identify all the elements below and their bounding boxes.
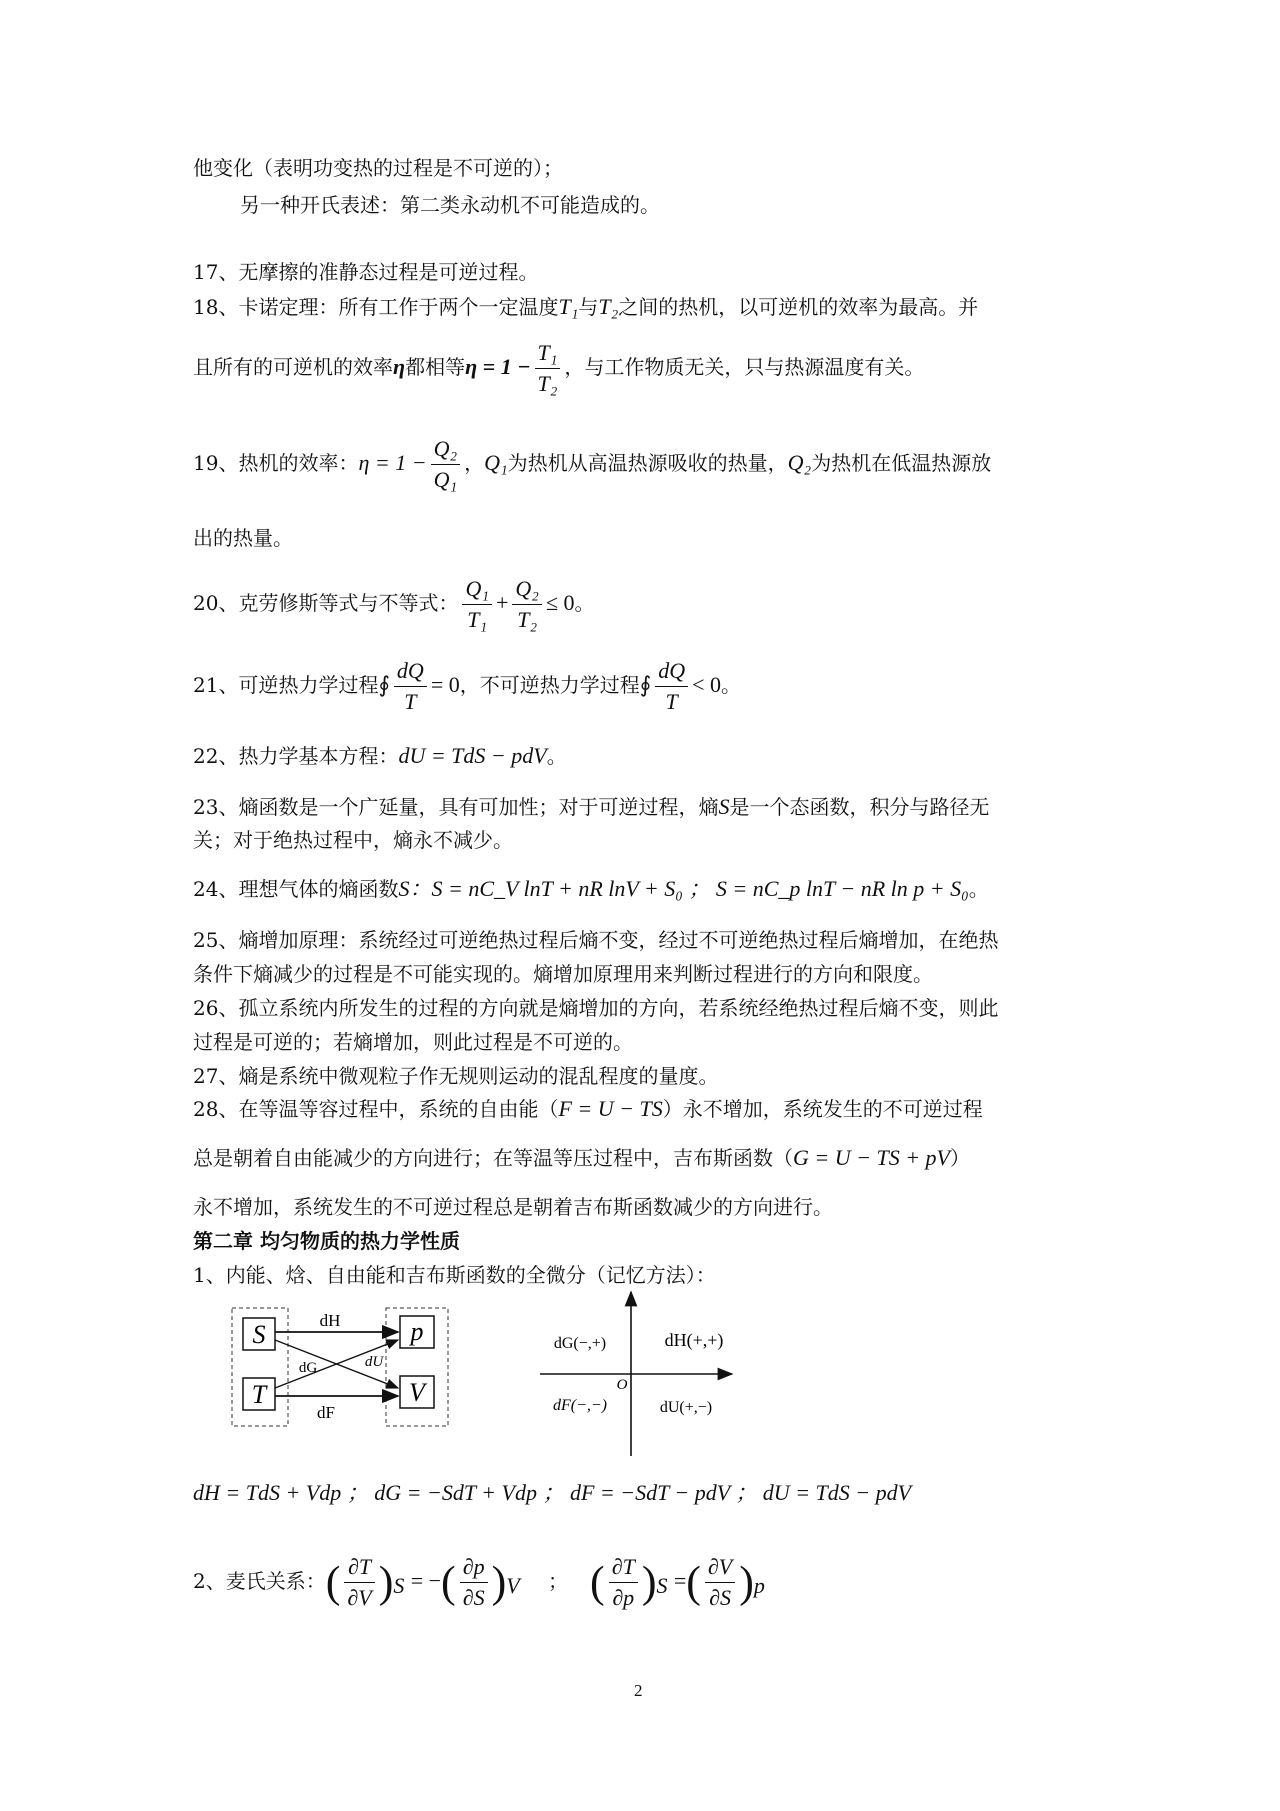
math-less-than-zero: < 0 (692, 672, 722, 697)
fraction-numerator: ∂T (344, 1552, 374, 1583)
quadrant-diagram (536, 1288, 736, 1456)
fraction-denominator: T₂ (537, 371, 558, 396)
fraction-denominator: ∂S (709, 1585, 731, 1610)
item-26-line-2: 过程是可逆的；若熵增加，则此过程是不可逆的。 (193, 1030, 633, 1054)
label-dH: dH (319, 1311, 341, 1330)
separator: ； (548, 1569, 569, 1593)
fraction-Q2-Q1 (431, 434, 461, 495)
math-Q2: Q₂ (787, 450, 812, 475)
punctuation: 。 (546, 744, 567, 768)
page-number: 2 (634, 1681, 643, 1700)
text-line-1: 他变化（表明功变热的过程是不可逆的）； (193, 156, 563, 180)
item-19-line-1 (193, 434, 991, 495)
label-V: V (409, 1378, 425, 1407)
label-dG: dG (298, 1360, 318, 1376)
fraction-dT-dV (344, 1552, 374, 1613)
item-17: 17、无摩擦的准静态过程是可逆过程。 (193, 260, 539, 284)
fraction-numerator: Q₂ (431, 434, 461, 465)
punctuation: 。 (968, 877, 989, 901)
subscript-p: p (753, 1573, 765, 1598)
maxwell-label: 2、麦氏关系： (193, 1569, 326, 1593)
fraction-denominator: T₁ (467, 607, 488, 632)
item-19-text-a: 19、热机的效率： (193, 451, 359, 475)
math-S: S (718, 794, 730, 819)
math-T1: T₁ (558, 294, 579, 319)
item-22-text: 22、热力学基本方程： (193, 744, 399, 768)
text-line-2: 另一种开氏表述：第二类永动机不可能造成的。 (240, 193, 660, 217)
subscript-V: V (506, 1573, 520, 1598)
item-20 (193, 574, 595, 635)
item-18-text-c: 之间的热机，以可逆机的效率为最高。并 (618, 295, 979, 319)
quadrant-1-label: dH(+,+) (664, 1330, 724, 1350)
math-equals: = (673, 1568, 687, 1593)
fraction-dp-dS (460, 1552, 488, 1613)
subscript-S: S (393, 1573, 405, 1598)
math-ideal-gas-entropy: S = nC_V lnT + nR lnV + S₀ ； S = nC_p lnT − nR ln p + S₀ (431, 876, 969, 901)
label-dU: dU (364, 1354, 384, 1370)
item-21-text-b: ，不可逆热力学过程 (459, 673, 640, 697)
origin-label: O (616, 1377, 628, 1393)
fraction-denominator: ∂p (612, 1585, 635, 1610)
item-19-text-d: 为热机在低温热源放 (811, 451, 992, 475)
item-25-line-2: 条件下熵减少的过程是不可能实现的。熵增加原理用来判断过程进行的方向和限度。 (193, 962, 933, 986)
math-efficiency-lhs: η = 1 − (358, 450, 427, 475)
quadrant-3-label: dF(−,−) (552, 1397, 608, 1414)
math-Q1: Q₁ (484, 450, 508, 475)
fraction-dV-dS (705, 1552, 735, 1613)
item-23-line-2: 关；对于绝热过程中，熵永不减少。 (193, 828, 513, 852)
fraction-denominator: Q₁ (433, 467, 458, 492)
label-T: T (251, 1380, 267, 1409)
quadrant-4-label: dU(+,−) (659, 1399, 713, 1416)
math-equals-negative: = − (410, 1568, 442, 1593)
item-23-text-a: 23、熵函数是一个广延量，具有可加性；对于可逆过程，熵 (193, 795, 719, 819)
item-18-text-b: 与 (578, 295, 599, 319)
item-28-text-d: ） (950, 1146, 970, 1170)
fraction-dQ-T-2 (655, 656, 688, 717)
paren-right-2: ) (491, 1557, 507, 1607)
item-18-line-1 (193, 292, 978, 322)
label-S: S (252, 1320, 266, 1349)
item-28-line-2 (193, 1143, 970, 1173)
item-24-text: 24、理想气体的熵函数 (193, 877, 399, 901)
math-T2: T₂ (598, 294, 619, 319)
paren-left-4: ( (686, 1557, 701, 1607)
fraction-Q2-T2 (512, 574, 542, 635)
item-23-line-1 (193, 792, 989, 822)
fraction-denominator: T₂ (517, 607, 538, 632)
math-carnot-lhs: η = 1 − (465, 354, 531, 379)
fraction-numerator: ∂p (460, 1552, 488, 1583)
fraction-numerator: dQ (394, 656, 427, 687)
item-19-text-b: ， (464, 451, 485, 475)
subscript-S-2: S (656, 1573, 668, 1598)
math-eta: η (393, 354, 406, 379)
paren-left-3: ( (590, 1557, 605, 1607)
math-fundamental-equation: dU = TdS − pdV (398, 743, 547, 768)
item-18-text-d: 且所有的可逆机的效率 (193, 355, 393, 379)
item-24 (193, 874, 989, 904)
fraction-denominator: ∂S (462, 1585, 485, 1610)
item-25-line-1: 25、熵增加原理：系统经过可逆绝热过程后熵不变，经过不可逆绝热过程后熵增加，在绝热 (193, 928, 999, 952)
fraction-numerator: dQ (655, 656, 688, 687)
fraction-T1-T2 (535, 338, 561, 399)
math-S-colon: S： (398, 876, 432, 901)
math-contour-integral-2: ∮ (639, 672, 652, 697)
math-plus: + (496, 590, 509, 615)
maxwell-relations (193, 1552, 765, 1613)
fraction-dQ-T (394, 656, 427, 717)
item-21 (193, 656, 741, 717)
item-18-text-f: ，与工作物质无关，只与热源温度有关。 (564, 355, 925, 379)
chapter-item-1: 1、内能、焓、自由能和吉布斯函数的全微分（记忆方法）： (193, 1263, 716, 1287)
item-28-text-c: 总是朝着自由能减少的方向进行；在等温等压过程中，吉布斯函数（ (193, 1146, 793, 1170)
item-19-text-c: 为热机从高温热源吸收的热量， (507, 451, 788, 475)
paren-right-3: ) (641, 1557, 657, 1607)
punctuation: 。 (574, 591, 595, 615)
fraction-numerator: ∂T (609, 1552, 638, 1583)
item-28-text-a: 28、在等温等容过程中，系统的自由能（ (193, 1097, 559, 1121)
punctuation: 。 (721, 673, 742, 697)
item-27: 27、熵是系统中微观粒子作无规则运动的混乱程度的量度。 (193, 1064, 719, 1088)
fraction-dT-dp (609, 1552, 638, 1613)
fraction-denominator: T (665, 689, 678, 714)
paren-left-2: ( (441, 1557, 456, 1607)
fraction-numerator: ∂V (705, 1552, 735, 1583)
fraction-denominator: ∂V (347, 1585, 372, 1610)
item-28-line-3: 永不增加，系统发生的不可逆过程总是朝着吉布斯函数减少的方向进行。 (193, 1195, 833, 1219)
item-20-text: 20、克劳修斯等式与不等式： (193, 591, 459, 615)
fraction-Q1-T1 (462, 574, 492, 635)
item-18-line-2 (193, 338, 924, 399)
item-19-line-2: 出的热量。 (193, 526, 293, 550)
item-26-line-1: 26、孤立系统内所发生的过程的方向就是熵增加的方向，若系统经绝热过程后熵不变，则此 (193, 996, 999, 1020)
label-p: p (410, 1317, 424, 1346)
item-21-text-a: 21、可逆热力学过程 (193, 673, 379, 697)
quadrant-2-label: dG(−,+) (553, 1335, 607, 1352)
differentials-equation: dH = TdS + Vdp ； dG = −SdT + Vdp ； dF = −SdT − pdV ； dU = TdS − pdV (193, 1480, 912, 1505)
item-28-line-1 (193, 1094, 983, 1124)
math-free-energy-def: F = U − TS (558, 1096, 663, 1121)
paren-left: ( (325, 1557, 341, 1607)
paren-right: ) (378, 1557, 394, 1607)
item-22 (193, 741, 567, 771)
math-le-zero: ≤ 0 (545, 590, 575, 615)
label-dF: dF (317, 1403, 335, 1422)
math-gibbs-def: G = U − TS + pV (793, 1145, 950, 1170)
math-contour-integral: ∮ (378, 672, 390, 697)
item-23-text-b: 是一个态函数，积分与路径无 (729, 795, 990, 819)
fraction-numerator: Q₁ (462, 574, 492, 605)
math-equals-zero: = 0 (430, 672, 460, 697)
chapter-heading: 第二章 均匀物质的热力学性质 (193, 1229, 460, 1253)
fraction-numerator: Q₂ (512, 574, 542, 605)
fraction-numerator: T₁ (535, 338, 561, 369)
item-18-text-a: 18、卡诺定理：所有工作于两个一定温度 (193, 295, 559, 319)
fraction-denominator: T (404, 689, 417, 714)
item-28-text-b: ）永不增加，系统发生的不可逆过程 (662, 1097, 983, 1121)
item-18-text-e: 都相等 (405, 355, 466, 379)
paren-right-4: ) (739, 1557, 754, 1607)
memory-diagram (230, 1302, 460, 1428)
